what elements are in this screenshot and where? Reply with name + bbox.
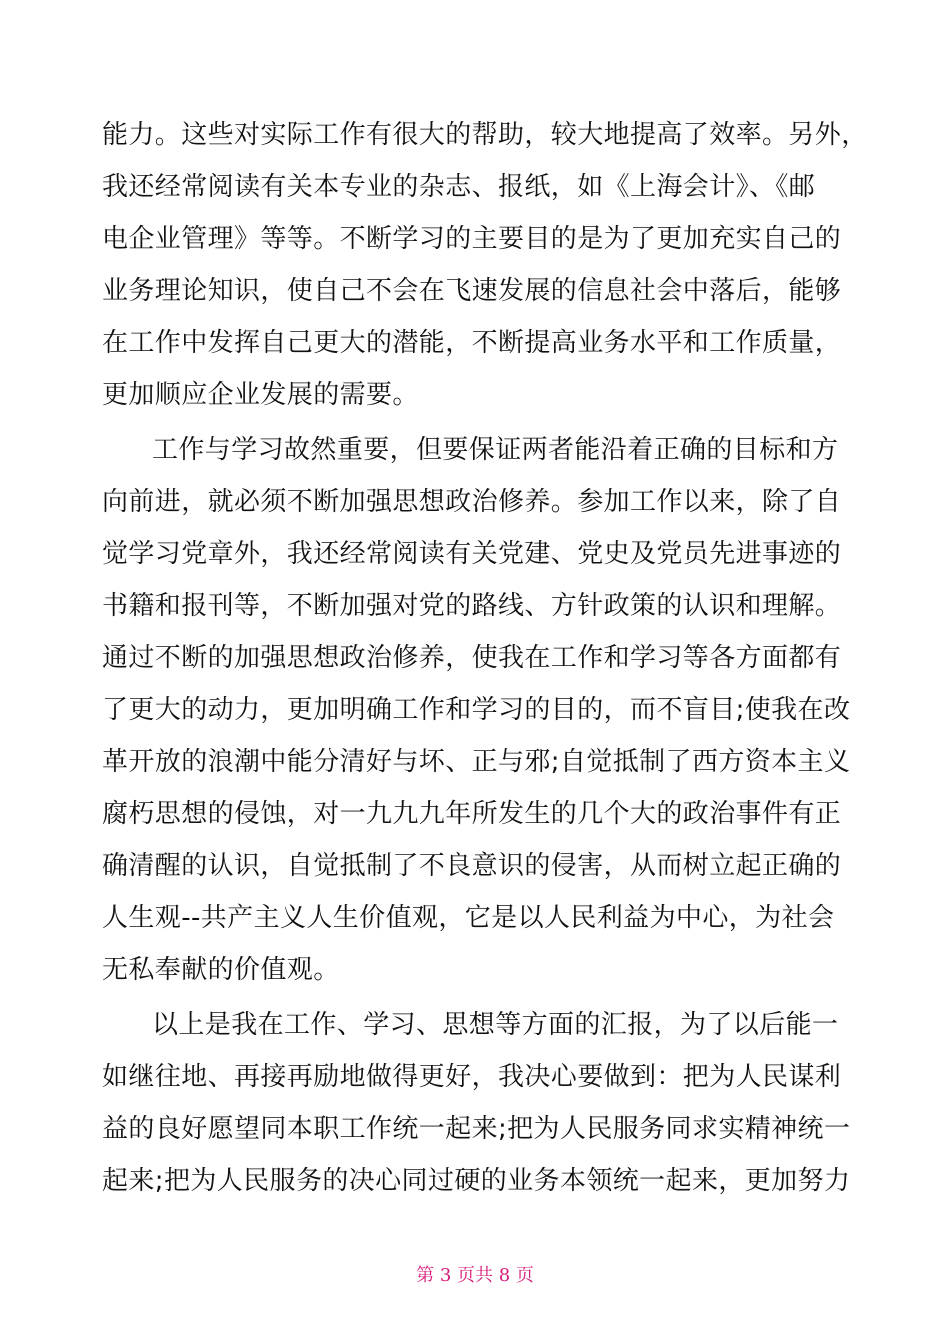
text-line: 革开放的浪潮中能分清好与坏、正与邪;自觉抵制了西方资本主义 xyxy=(102,747,851,777)
text-line: 电企业管理》等等。不断学习的主要目的是为了更加充实自己的 xyxy=(102,224,842,254)
text-line: 更加顺应企业发展的需要。 xyxy=(102,380,419,410)
text-line: 以上是我在工作、学习、思想等方面的汇报，为了以后能一 xyxy=(152,1010,839,1040)
text-line: 人生观--共产主义人生价值观，它是以人民利益为中心，为社会 xyxy=(102,903,835,933)
text-line: 向前进，就必须不断加强思想政治修养。参加工作以来，除了自 xyxy=(102,487,842,517)
text-line: 起来;把为人民服务的决心同过硬的业务本领统一起来，更加努力 xyxy=(102,1166,851,1196)
text-line: 能力。这些对实际工作有很大的帮助，较大地提高了效率。另外， xyxy=(102,120,868,150)
text-line: 书籍和报刊等，不断加强对党的路线、方针政策的认识和理解。 xyxy=(102,591,842,621)
text-line: 无私奉献的价值观。 xyxy=(102,955,340,985)
text-line: 益的良好愿望同本职工作统一起来;把为人民服务同求实精神统一 xyxy=(102,1114,851,1144)
page-number-footer: 第 3 页共 8 页 xyxy=(416,1265,534,1286)
text-line: 觉学习党章外，我还经常阅读有关党建、党史及党员先进事迹的 xyxy=(102,539,842,569)
text-line: 了更大的动力，更加明确工作和学习的目的，而不盲目;使我在改 xyxy=(102,695,851,725)
text-line: 工作与学习故然重要，但要保证两者能沿着正确的目标和方 xyxy=(152,435,839,465)
text-line: 确清醒的认识，自觉抵制了不良意识的侵害，从而树立起正确的 xyxy=(102,851,842,881)
text-line: 通过不断的加强思想政治修养，使我在工作和学习等各方面都有 xyxy=(102,643,842,673)
text-line: 业务理论知识，使自己不会在飞速发展的信息社会中落后，能够 xyxy=(102,276,842,306)
text-line: 腐朽思想的侵蚀，对一九九九年所发生的几个大的政治事件有正 xyxy=(102,799,842,829)
text-line: 我还经常阅读有关本专业的杂志、报纸，如《上海会计》、《邮 xyxy=(102,172,816,202)
text-line: 如继往地、再接再励地做得更好，我决心要做到：把为人民谋利 xyxy=(102,1062,842,1092)
text-line: 在工作中发挥自己更大的潜能，不断提高业务水平和工作质量， xyxy=(102,328,842,358)
